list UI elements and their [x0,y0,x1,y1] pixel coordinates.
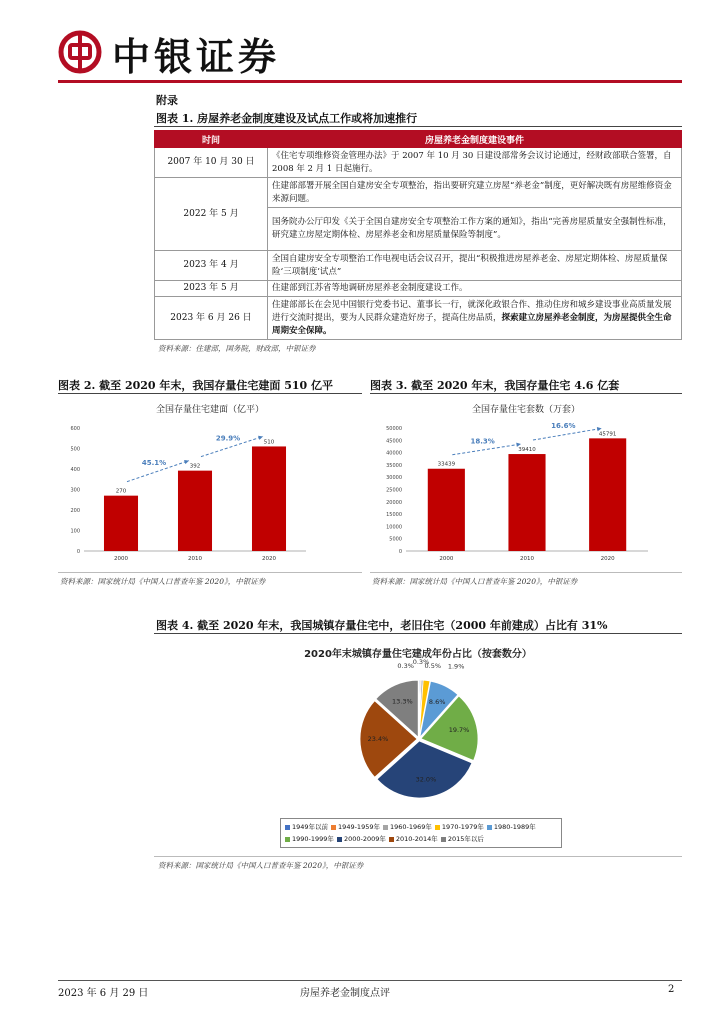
fig2-source: 资料来源：国家统计局《中国人口普查年鉴 2020》，中银证券 [60,577,266,586]
row-date: 2023 年 6 月 26 日 [155,297,268,340]
fig3-bar-chart [370,398,682,570]
legend-item [337,833,386,845]
y-tick-label: 200 [70,508,80,514]
fig4-legend [280,818,562,848]
row-event: 《住宅专项维修资金管理办法》于 2007 年 10 月 30 日建设部常务会议讨论通过，经财政部联合签署，自 2008 年 2 月 1 日起施行。 [268,148,682,178]
fig2-bottom-rule [58,572,362,573]
y-tick-label: 35000 [386,462,402,469]
legend-item [487,821,536,833]
legend-label: 2015年以后 [447,835,484,843]
y-tick-label: 400 [70,467,80,473]
legend-label: 1960-1969年 [389,823,432,831]
page-number: 2 [668,984,675,995]
row-event: 住建部到江苏省等地调研房屋养老金制度建设工作。 [268,281,682,297]
legend-swatch [285,825,290,830]
x-tick-label: 2020 [600,556,615,562]
chart-title: 全国存量住宅建面（亿平） [155,405,265,415]
growth-arrowhead [258,436,263,440]
table-row [155,281,682,297]
fig1-source: 资料来源：住建部，国务院，财政部，中银证券 [158,344,316,353]
bar-value-label: 510 [263,439,275,446]
row-event: 全国自建房安全专项整治工作电视电话会议召开，提出“积极推进房屋养老金、房屋定期体检、房屋质量保险‘三项制度’试点” [268,251,682,281]
fig2-rule [58,393,362,394]
legend-swatch [337,837,342,842]
y-tick-label: 0 [76,549,80,555]
legend-item [383,821,432,833]
table-row [155,148,682,178]
row-date: 2023 年 5 月 [155,281,268,297]
legend-label: 2000-2009年 [343,835,386,843]
legend-item [285,833,334,845]
legend-swatch [331,825,336,830]
legend-swatch [435,825,440,830]
bar-value-label: 45791 [598,431,617,438]
row-date: 2023 年 4 月 [155,251,268,281]
row-event-text: 住建部部长在会见中国银行党委书记、董事长一行，就深化政银合作、推动住房和城乡建设事业高质量发展进行交流时提出，要为人民群众建造好房子，提高住房品质， [272,299,672,323]
legend-label: 1949-1959年 [338,823,380,831]
bar-value-label: 33439 [437,461,456,468]
y-tick-label: 5000 [389,536,402,543]
row-event-emphasis: 探索建立房屋养老金制度，为房屋提供全生命周期安全保障。 [272,312,672,336]
legend-swatch [389,837,394,842]
bar-2000 [104,496,138,551]
row-event: 住建部部署开展全国自建房安全专项整治，指出要研究建立房屋“养老金”制度，更好解决既有房屋维修资金来源问题。 [268,178,682,208]
pie-slice-label: 0.3% [412,658,430,667]
fig4-bottom-rule [154,856,682,857]
fig3-bottom-rule [370,572,682,573]
row-date: 2022 年 5 月 [155,178,268,251]
growth-arrowhead [184,460,189,464]
table-row [155,251,682,281]
fig1-rule [154,126,682,127]
y-tick-label: 20000 [386,499,402,506]
row-event: 国务院办公厅印发《关于全国自建房安全专项整治工作方案的通知》，指出“完善房屋质量安全强制性标准，研究建立房屋定期体检、房屋养老金和房屋质量保险等制度”。 [268,208,682,251]
fig3-rule [370,393,682,394]
fig4-rule [154,633,682,634]
brand-name: 中银证券 [112,35,281,79]
pie-slice-label: 0.3% [397,662,414,671]
x-tick-label: 2010 [188,556,202,562]
bar-2010 [178,471,212,551]
table-row [155,178,682,208]
fig4-title: 图表 4. 截至 2020 年末，我国城镇存量住宅中，老旧住宅（2000 年前建成）占比有 31% [156,619,608,632]
x-tick-label: 2020 [262,556,276,562]
pie-slice-label: 19.7% [448,725,470,734]
header-rule [58,80,682,83]
legend-label: 1980-1989年 [493,823,536,831]
fig4-source: 资料来源：国家统计局《中国人口普查年鉴 2020》，中银证券 [158,861,364,870]
y-tick-label: 45000 [386,438,402,445]
pie-slice-label: 1.9% [447,662,465,671]
y-tick-label: 15000 [386,512,402,519]
col-event-header: 房屋养老金制度建设事件 [268,131,682,148]
legend-label: 1990-1999年 [292,835,334,843]
col-time-header: 时间 [155,131,268,148]
x-tick-label: 2000 [439,556,454,562]
appendix-heading: 附录 [156,94,178,107]
footer-doc-title: 房屋养老金制度点评 [300,988,390,999]
chart-title: 全国存量住宅套数（万套） [471,405,581,415]
footer-date: 2023 年 6 月 29 日 [58,988,149,999]
bar-value-label: 39410 [518,447,536,454]
y-tick-label: 10000 [386,524,402,531]
legend-label: 2010-2014年 [395,835,438,843]
policy-timeline-table [154,130,682,340]
legend-swatch [383,825,388,830]
footer-rule [58,980,682,981]
y-tick-label: 100 [70,528,80,535]
chart-title: 2020年末城镇存量住宅建成年份占比（按套数分） [304,649,532,660]
table-row [155,297,682,340]
fig2-title: 图表 2. 截至 2020 年末，我国存量住宅建面 510 亿平 [58,379,334,392]
legend-swatch [285,837,290,842]
bar-2010 [508,454,545,551]
pie-slice-label: 13.3% [392,697,413,706]
fig4-pie-chart [154,638,682,816]
legend-item [285,821,328,833]
legend-item [435,821,484,833]
growth-rate-label: 18.3% [470,437,495,446]
x-tick-label: 2000 [114,556,128,562]
y-tick-label: 40000 [386,450,402,457]
y-tick-label: 300 [70,487,80,494]
pie-slice-label: 23.4% [367,735,389,743]
legend-swatch [487,825,492,830]
bar-2020 [589,438,626,551]
legend-label: 1970-1979年 [441,823,484,831]
y-tick-label: 25000 [386,487,402,494]
legend-label: 1949年以前 [292,823,329,831]
row-date: 2007 年 10 月 30 日 [155,148,268,178]
legend-item [389,833,438,845]
table-header-row [155,131,682,148]
growth-rate-label: 29.9% [215,434,241,443]
legend-swatch [441,837,446,842]
row-event [268,297,682,340]
bar-2000 [428,469,465,551]
legend-item [441,833,484,845]
fig1-title: 图表 1. 房屋养老金制度建设及试点工作或将加速推行 [156,112,418,125]
y-tick-label: 30000 [386,475,402,482]
fig3-title: 图表 3. 截至 2020 年末，我国存量住宅 4.6 亿套 [370,379,620,392]
x-tick-label: 2010 [520,556,534,562]
pie-slice-label: 32.0% [415,775,437,784]
pie-slice-label: 8.6% [428,698,446,707]
growth-arrow [452,444,521,455]
y-tick-label: 600 [70,426,80,432]
growth-rate-label: 45.1% [141,459,167,468]
growth-rate-label: 16.6% [551,422,576,431]
bar-value-label: 270 [115,488,127,495]
bar-value-label: 392 [189,463,201,470]
bar-2020 [252,446,286,551]
y-tick-label: 500 [70,446,80,453]
fig3-source: 资料来源：国家统计局《中国人口普查年鉴 2020》，中银证券 [372,577,578,586]
y-tick-label: 0 [398,549,402,555]
y-tick-label: 50000 [386,426,402,432]
legend-item [331,821,380,833]
bank-of-china-logo [58,30,102,74]
fig2-bar-chart [58,398,362,570]
pie-slice-label: 0.5% [424,662,442,671]
